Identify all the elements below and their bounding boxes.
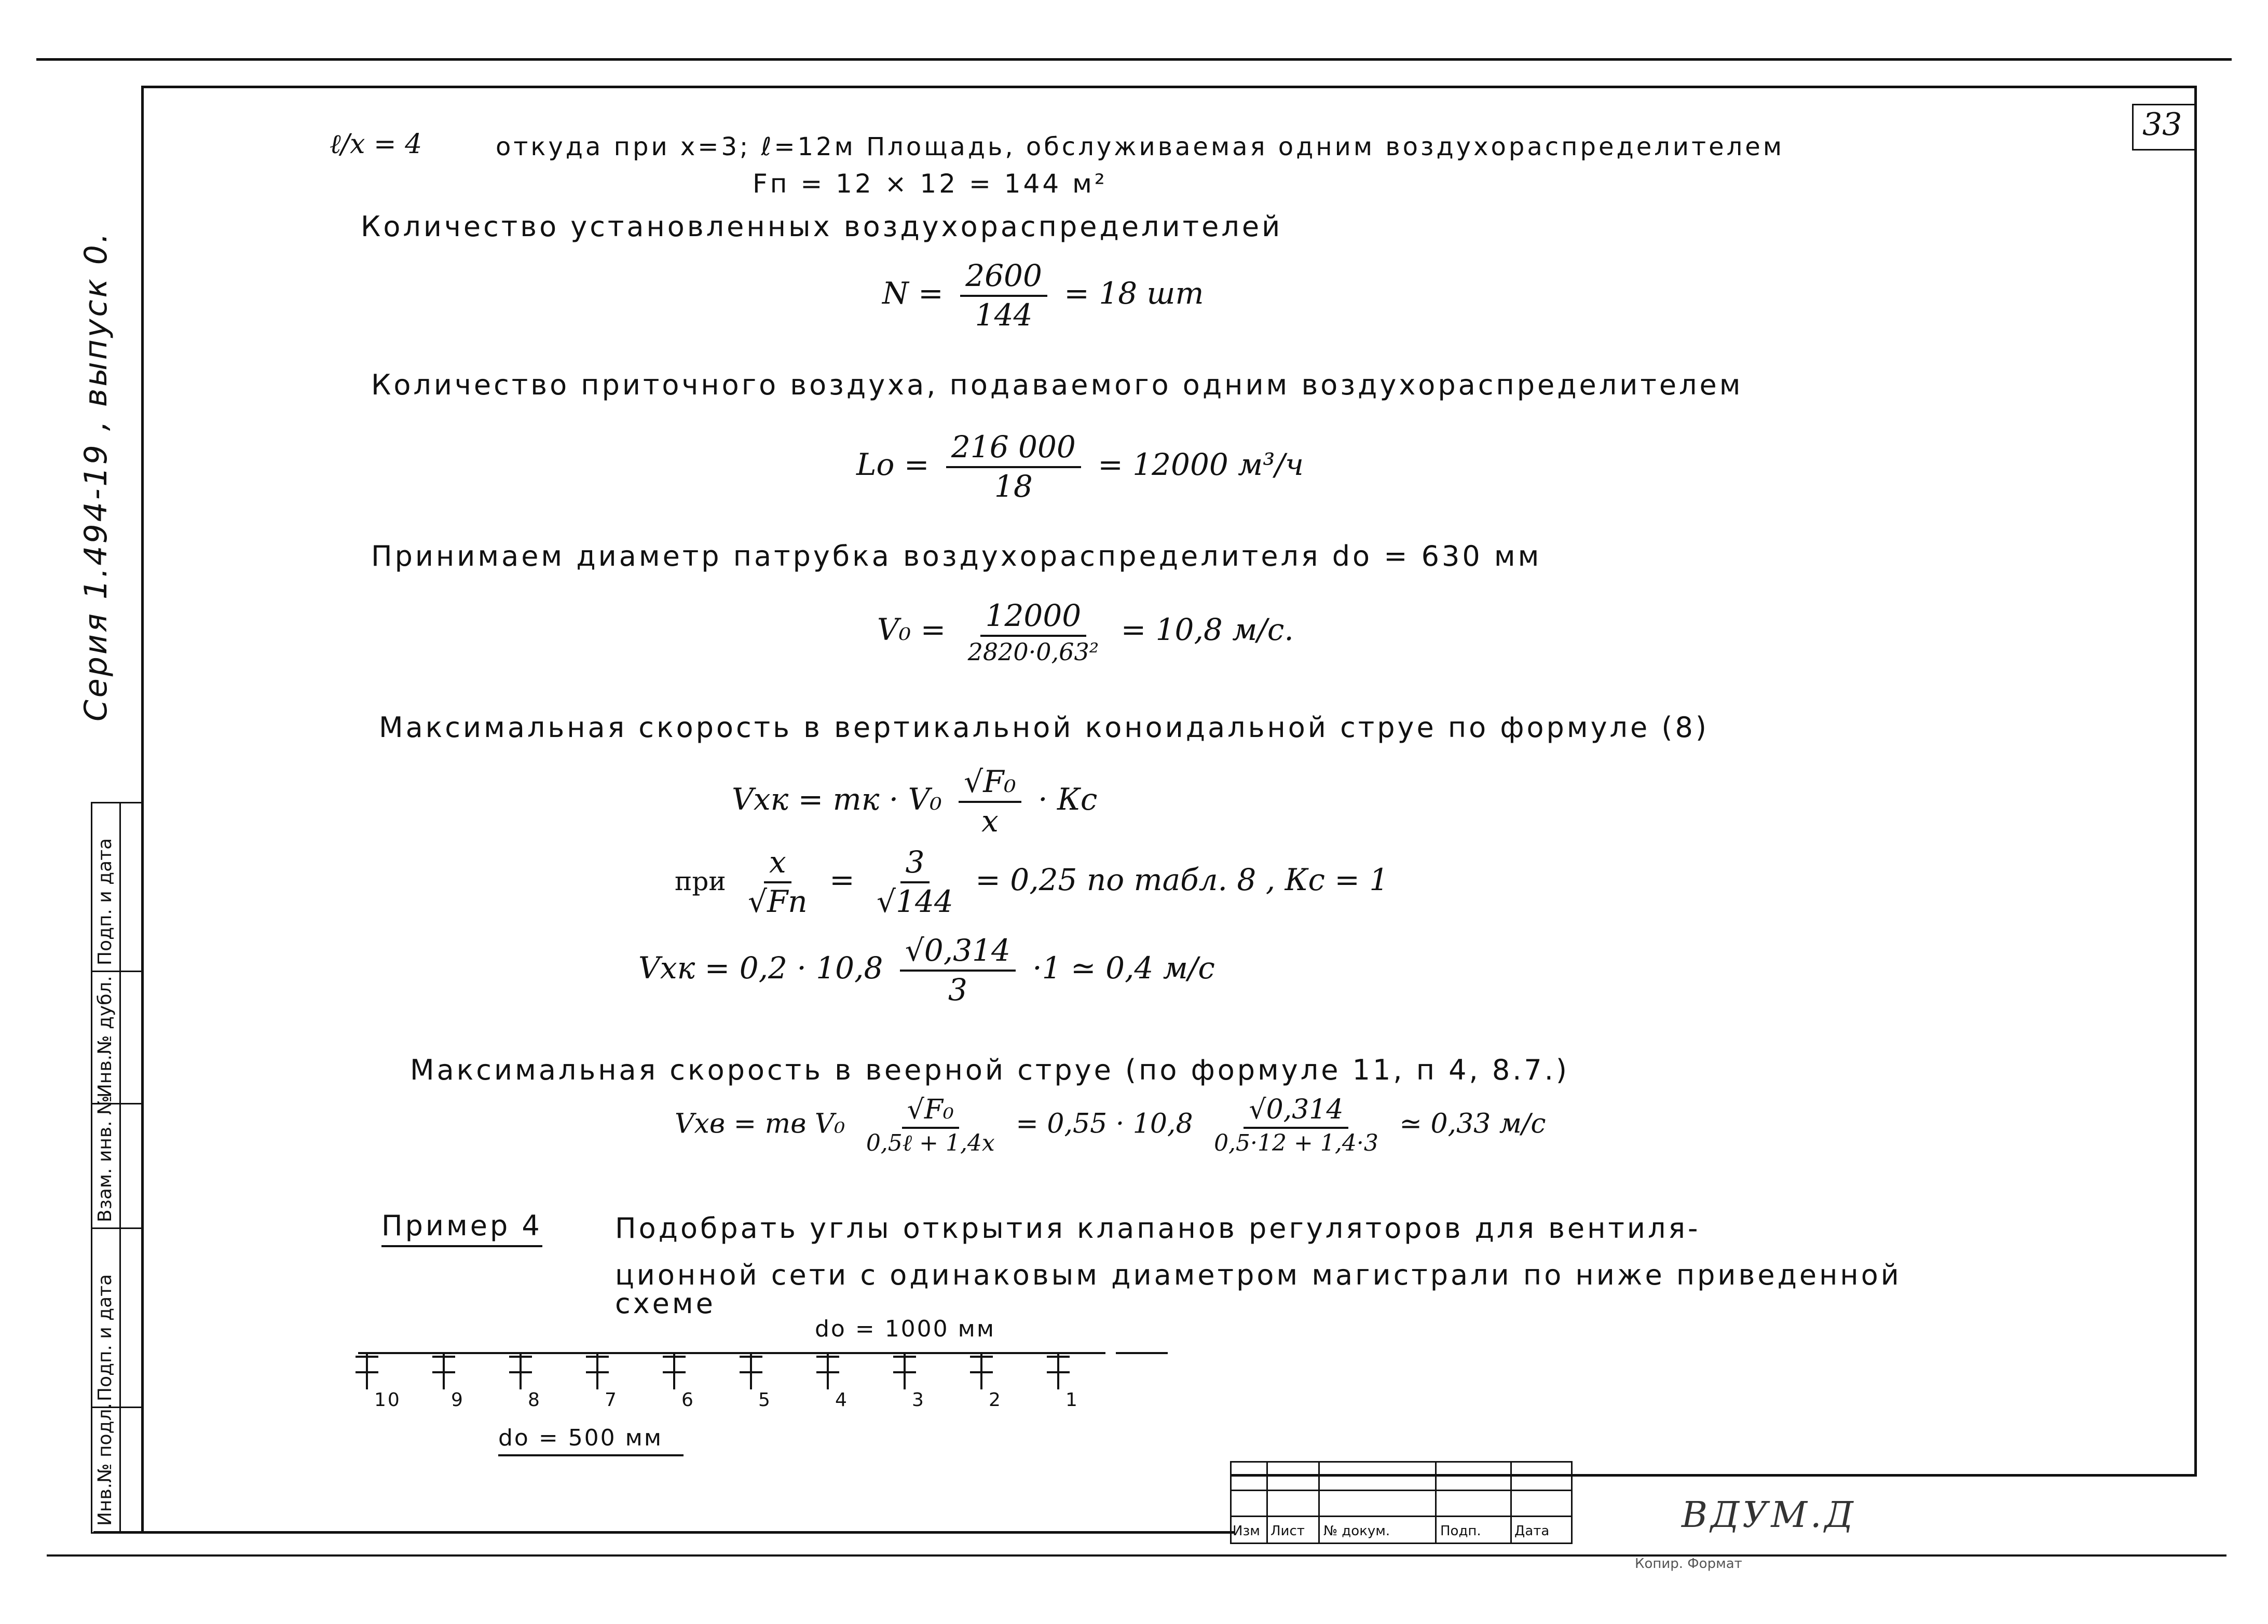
vxb-denominator-1: 0,5ℓ + 1,4x — [866, 1130, 995, 1157]
side-stamp-row-3 — [91, 1227, 143, 1229]
n-numerator: 2600 — [960, 260, 1047, 297]
branch-label: 8 — [528, 1389, 541, 1411]
pri-fraction-2 — [871, 846, 959, 919]
inner-top-border — [141, 86, 2196, 88]
n-denominator: 144 — [975, 297, 1033, 333]
side-stamp-row-1 — [91, 971, 143, 972]
branch-valve-cap — [586, 1371, 609, 1373]
pri-numerator-1: x — [764, 846, 791, 883]
vxk1-numerator: √F₀ — [959, 766, 1021, 803]
pri-denominator-2: √144 — [877, 883, 953, 919]
example-text-2: ционной сети с одинаковым диаметром магистрали по ниже приведенной — [615, 1259, 1902, 1291]
branch-valve-cap — [893, 1371, 916, 1373]
branch-diameter-label: dо = 500 мм — [498, 1425, 684, 1456]
v0-numerator: 12000 — [980, 599, 1087, 637]
line-5-text: Количество приточного воздуха, подаваемого одним воздухораспределителем — [371, 369, 1743, 401]
ratio-formula: ℓ/x = 4 — [330, 129, 422, 160]
vxk2-left: Vxк = 0,2 · 10,8 — [638, 950, 883, 986]
vxb-numerator-2: √0,314 — [1244, 1095, 1348, 1129]
branch-valve-cap — [663, 1371, 686, 1373]
pri-label: при — [675, 866, 726, 896]
lo-numerator: 216 000 — [946, 431, 1081, 468]
branch-tee-cap — [893, 1356, 916, 1358]
branch-tee-cap — [970, 1356, 993, 1358]
v0-denominator: 2820·0,63² — [967, 637, 1099, 666]
vxk-formula-2 — [638, 934, 1215, 1007]
branch-valve-cap — [740, 1371, 762, 1373]
title-block-col-2 — [1318, 1461, 1320, 1544]
example-text-3: схеме — [615, 1287, 716, 1320]
lo-fraction — [946, 431, 1081, 503]
vxb-numerator-1: √F₀ — [902, 1095, 959, 1129]
branch-valve-cap — [1047, 1371, 1070, 1373]
title-block-row-1 — [1230, 1490, 1573, 1491]
branch-valve-cap — [356, 1371, 378, 1373]
main-duct-line — [358, 1352, 1105, 1354]
n-formula — [882, 260, 1204, 332]
vxk2-right: ·1 ≃ 0,4 м/с — [1032, 950, 1215, 986]
v0-fraction — [963, 599, 1104, 665]
line-3-text: Количество установленных воздухораспределителей — [361, 210, 1283, 243]
inner-bottom-border — [93, 1531, 1235, 1534]
branch-tee-cap — [816, 1356, 839, 1358]
line-7-text: Принимаем диаметр патрубка воздухораспределителя dо = 630 мм — [371, 540, 1542, 572]
vxk-formula-1 — [732, 766, 1097, 838]
vxb-denominator-2: 0,5·12 + 1,4·3 — [1214, 1130, 1378, 1157]
line-9-text: Максимальная скорость в вертикальной коноидальной струе по формуле (8) — [379, 711, 1709, 744]
branch-label: 3 — [912, 1389, 925, 1411]
side-stamp-5: Подп. и дата — [94, 838, 116, 965]
line-13-text: Максимальная скорость в веерной струе (по формуле 11, п 4, 8.7.) — [410, 1054, 1569, 1086]
vxb-fraction-2 — [1209, 1095, 1384, 1156]
branch-valve-cap — [970, 1371, 993, 1373]
tb-header-sign: Подп. — [1440, 1523, 1481, 1539]
inner-right-border — [2194, 86, 2197, 1477]
example-text-1: Подобрать углы открытия клапанов регуляторов для вентиля- — [615, 1212, 1701, 1245]
main-diameter-label: dо = 1000 мм — [815, 1316, 996, 1342]
branch-label: 2 — [989, 1389, 1002, 1411]
side-stamp-3: Взам. инв. № — [94, 1095, 116, 1222]
ratio-condition — [675, 846, 1388, 919]
branch-tee-cap — [509, 1356, 532, 1358]
tb-header-date: Дата — [1514, 1523, 1550, 1539]
branch-tee-cap — [663, 1356, 686, 1358]
side-stamp-divider — [119, 802, 121, 1534]
title-block-col-1 — [1266, 1461, 1268, 1544]
branch-label: 5 — [758, 1389, 772, 1411]
vxk2-numerator: √0,314 — [900, 934, 1016, 972]
side-stamp-2: Подп. и дата — [94, 1274, 116, 1401]
n-fraction — [960, 260, 1047, 332]
vxb-left: Vxв = mв V₀ — [675, 1108, 845, 1140]
vxb-right: ≃ 0,33 м/с — [1399, 1108, 1546, 1140]
branch-tee-cap — [740, 1356, 762, 1358]
vxb-mid: = 0,55 · 10,8 — [1016, 1108, 1193, 1140]
tb-header-izm: Изм — [1233, 1523, 1260, 1539]
side-stamp-1: Инв.№ подл. — [94, 1403, 116, 1526]
page-number: 33 — [2142, 106, 2182, 143]
branch-tee-cap — [1047, 1356, 1070, 1358]
signature: ВДУМ.Д — [1682, 1495, 1856, 1536]
n-left: N = — [882, 275, 944, 311]
outer-bottom-border — [47, 1554, 2226, 1557]
lo-denominator: 18 — [994, 468, 1033, 504]
area-formula: Fп = 12 × 12 = 144 м² — [753, 169, 1108, 199]
branch-label: 6 — [681, 1389, 695, 1411]
v0-formula — [877, 599, 1294, 665]
series-label: Серия 1.494-19 , выпуск 0. — [78, 230, 114, 721]
side-stamp-4: Инв.№ дубл. — [94, 976, 116, 1098]
lo-right: = 12000 м³/ч — [1098, 446, 1304, 482]
vxk1-left: Vxк = mк · V₀ — [732, 781, 942, 817]
vxk2-fraction — [900, 934, 1016, 1007]
vxk1-right: · Кс — [1038, 781, 1098, 817]
title-block-row-2 — [1230, 1516, 1573, 1517]
outer-top-border — [36, 58, 2232, 61]
vxk1-fraction — [959, 766, 1021, 838]
example-heading: Пример 4 — [381, 1209, 542, 1247]
v0-right: = 10,8 м/с. — [1121, 612, 1294, 648]
pri-right: = 0,25 по табл. 8 , Кс = 1 — [975, 862, 1389, 897]
n-right: = 18 шт — [1064, 275, 1204, 311]
tb-header-list: Лист — [1270, 1523, 1305, 1539]
branch-tee-cap — [432, 1356, 455, 1358]
branch-valve-cap — [432, 1371, 455, 1373]
branch-label: 1 — [1065, 1389, 1079, 1411]
lo-formula — [856, 431, 1304, 503]
branch-label: 9 — [451, 1389, 464, 1411]
title-block-col-4 — [1510, 1461, 1512, 1544]
pri-fraction-1 — [743, 846, 813, 919]
bottom-format-note: Копир. Формат — [1635, 1556, 1742, 1572]
v0-left: V₀ = — [877, 612, 946, 648]
vxb-fraction-1 — [861, 1095, 1000, 1156]
vxk2-denominator: 3 — [948, 972, 967, 1007]
title-block-col-3 — [1435, 1461, 1437, 1544]
branch-tee-cap — [356, 1356, 378, 1358]
branch-valve-cap — [816, 1371, 839, 1373]
vxb-formula — [675, 1095, 1546, 1156]
vxk1-denominator: x — [981, 803, 999, 839]
branch-label: 10 — [374, 1389, 401, 1411]
lo-left: Lo = — [856, 446, 930, 482]
pri-equals: = — [829, 862, 855, 897]
branch-label: 4 — [835, 1389, 849, 1411]
pri-denominator-1: √Fп — [748, 883, 808, 919]
tb-header-doc: № докум. — [1323, 1523, 1390, 1539]
line-1-text: откуда при x=3; ℓ=12м Площадь, обслуживаемая одним воздухораспределителем — [496, 132, 1785, 161]
pri-numerator-2: 3 — [900, 846, 930, 883]
branch-label: 7 — [605, 1389, 618, 1411]
branch-tee-cap — [586, 1356, 609, 1358]
branch-valve-cap — [509, 1371, 532, 1373]
main-duct-tail — [1116, 1352, 1168, 1354]
